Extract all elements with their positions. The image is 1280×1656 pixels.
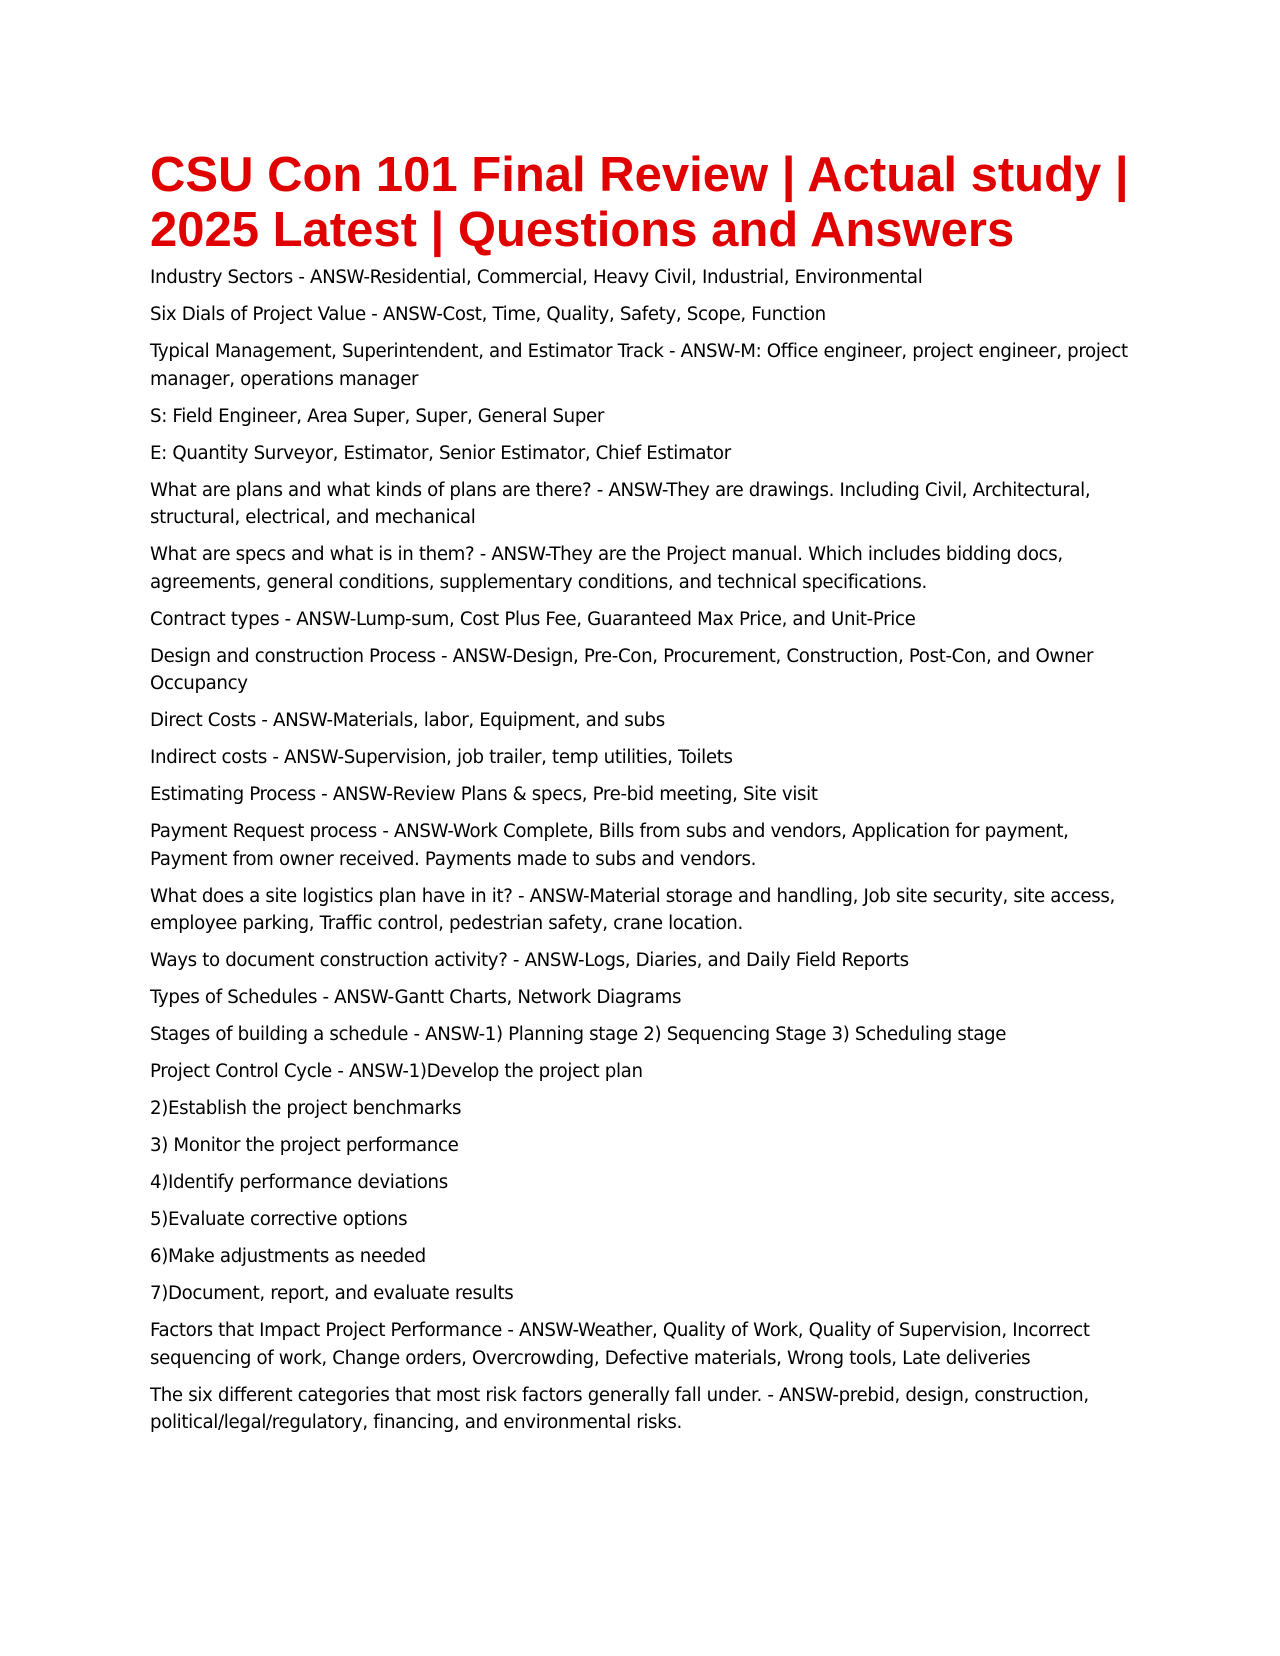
qa-item-performance-factors: Factors that Impact Project Performance - ANSW-Weather, Quality of Work, Quality of Supervision, Incorrect sequencing of work, Change orders, Overcrowding, Defective materials, Wrong tools, Late deliveries bbox=[150, 1320, 1090, 1369]
qa-item-industry-sectors: Industry Sectors - ANSW-Residential, Commercial, Heavy Civil, Industrial, Environmental bbox=[150, 267, 923, 288]
qa-item-document-activity: Ways to document construction activity? - ANSW-Logs, Diaries, and Daily Field Reports bbox=[150, 950, 909, 971]
qa-item-plans: What are plans and what kinds of plans are there? - ANSW-They are drawings. Including Civil, Architectural, structural, electrical, and mechanical bbox=[150, 479, 1091, 528]
qa-item-payment-request: Payment Request process - ANSW-Work Complete, Bills from subs and vendors, Application for payment, Payment from owner received. Payments made to subs and vendors. bbox=[150, 821, 1069, 870]
qa-item-estimator-track: E: Quantity Surveyor, Estimator, Senior Estimator, Chief Estimator bbox=[150, 442, 731, 464]
qa-item-risk-categories: The six different categories that most risk factors generally fall under. - ANSW-prebid, design, construction, political/legal/regulatory, financing, and environmental risks. bbox=[150, 1384, 1089, 1433]
qa-item-six-dials: Six Dials of Project Value - ANSW-Cost, Time, Quality, Safety, Scope, Function bbox=[150, 304, 826, 325]
qa-item-indirect-costs: Indirect costs - ANSW-Supervision, job trailer, temp utilities, Toilets bbox=[150, 747, 733, 768]
qa-item-design-construction-process: Design and construction Process - ANSW-Design, Pre-Con, Procurement, Construction, Post-Con, and Owner Occupancy bbox=[150, 645, 1094, 694]
qa-list bbox=[150, 264, 1140, 1437]
qa-item-control-cycle-step-2: 2)Establish the project benchmarks bbox=[150, 1098, 462, 1119]
qa-item-control-cycle: Project Control Cycle - ANSW-1)Develop the project plan bbox=[150, 1061, 643, 1082]
qa-item-control-cycle-step-3: 3) Monitor the project performance bbox=[150, 1135, 459, 1156]
qa-item-contract-types: Contract types - ANSW-Lump-sum, Cost Plus Fee, Guaranteed Max Price, and Unit-Price bbox=[150, 608, 916, 630]
qa-item-control-cycle-step-5: 5)Evaluate corrective options bbox=[150, 1209, 408, 1230]
qa-item-management-track: Typical Management, Superintendent, and Estimator Track - ANSW-M: Office engineer, project engineer, project manager, operations manager bbox=[150, 341, 1128, 390]
document-page bbox=[150, 148, 1140, 1446]
qa-item-control-cycle-step-4: 4)Identify performance deviations bbox=[150, 1172, 448, 1193]
qa-item-control-cycle-step-6: 6)Make adjustments as needed bbox=[150, 1246, 426, 1267]
qa-item-schedule-types: Types of Schedules - ANSW-Gantt Charts, Network Diagrams bbox=[150, 987, 682, 1008]
qa-item-estimating-process: Estimating Process - ANSW-Review Plans & specs, Pre-bid meeting, Site visit bbox=[150, 784, 818, 805]
qa-item-specs: What are specs and what is in them? - ANSW-They are the Project manual. Which includes bidding docs, agreements, general conditions, supplementary conditions, and technical specifications. bbox=[150, 544, 1063, 593]
qa-item-schedule-stages: Stages of building a schedule - ANSW-1) Planning stage 2) Sequencing Stage 3) Scheduling stage bbox=[150, 1024, 1007, 1045]
qa-item-control-cycle-step-7: 7)Document, report, and evaluate results bbox=[150, 1283, 514, 1304]
qa-item-site-logistics: What does a site logistics plan have in it? - ANSW-Material storage and handling, Job site security, site access, employee parking, Traffic control, pedestrian safety, crane location. bbox=[150, 885, 1115, 934]
qa-item-superintendent-track: S: Field Engineer, Area Super, Super, General Super bbox=[150, 405, 604, 427]
qa-item-direct-costs: Direct Costs - ANSW-Materials, labor, Equipment, and subs bbox=[150, 710, 665, 731]
document-title: CSU Con 101 Final Review | Actual study | 2025 Latest | Questions and Answers bbox=[150, 148, 1129, 257]
